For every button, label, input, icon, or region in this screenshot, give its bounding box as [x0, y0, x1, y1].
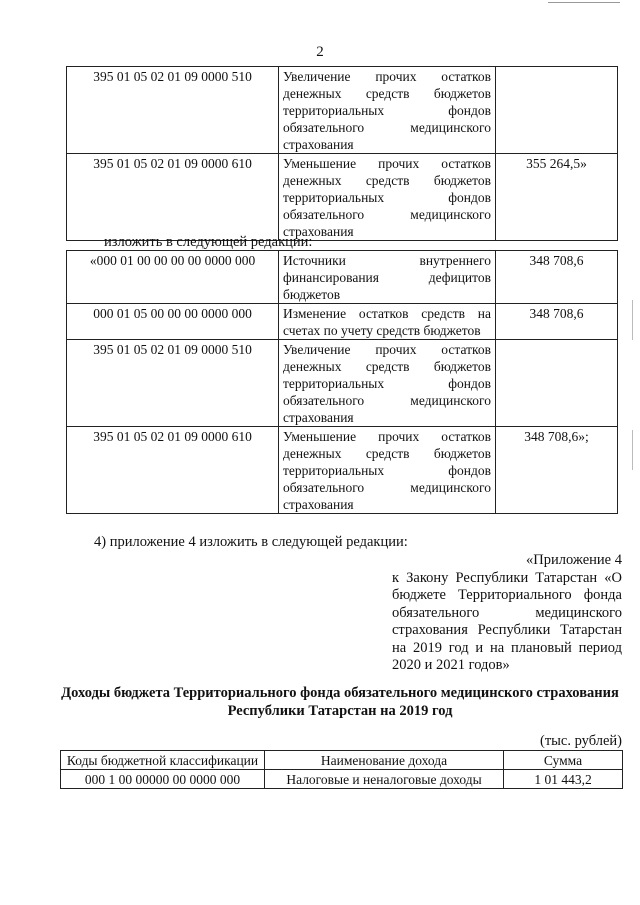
code-cell: 000 01 05 00 00 00 0000 000 — [67, 304, 279, 340]
appendix-reference — [392, 552, 622, 675]
sum-cell — [496, 67, 618, 154]
code-cell: 395 01 05 02 01 09 0000 510 — [67, 340, 279, 427]
code-cell: 395 01 05 02 01 09 0000 610 — [67, 427, 279, 514]
header-code: Коды бюджетной классификации — [61, 751, 265, 770]
sources-table-new — [66, 250, 618, 514]
appendix-title: «Приложение 4 — [526, 552, 622, 568]
table-row — [67, 427, 618, 514]
code-cell: «000 01 00 00 00 00 0000 000 — [67, 251, 279, 304]
sum-cell: 355 264,5» — [496, 154, 618, 241]
name-cell: Увеличение прочих остатков денежных средств бюджетов территориальных фондов обязательного медицинского страхования — [279, 340, 496, 427]
sum-cell: 348 708,6»; — [496, 427, 618, 514]
units-label: (тыс. рублей) — [540, 733, 622, 749]
code-cell: 395 01 05 02 01 09 0000 610 — [67, 154, 279, 241]
table-row — [61, 770, 623, 789]
code-cell: 395 01 05 02 01 09 0000 510 — [67, 67, 279, 154]
table-row — [67, 251, 618, 304]
sum-cell — [496, 340, 618, 427]
item-4-text: 4) приложение 4 изложить в следующей редакции: — [94, 534, 408, 550]
sum-cell: 348 708,6 — [496, 251, 618, 304]
sources-table-old — [66, 66, 618, 241]
name-cell: Уменьшение прочих остатков денежных средств бюджетов территориальных фондов обязательного медицинского страхования — [279, 154, 496, 241]
sum-cell: 1 01 443,2 — [504, 770, 623, 789]
sum-cell: 348 708,6 — [496, 304, 618, 340]
page-number: 2 — [316, 44, 324, 60]
table-row — [67, 154, 618, 241]
scan-artifact — [632, 430, 633, 470]
replace-label: изложить в следующей редакции: — [104, 234, 313, 250]
scan-artifact — [632, 300, 633, 340]
table-row — [67, 304, 618, 340]
name-cell: Уменьшение прочих остатков денежных средств бюджетов территориальных фондов обязательного медицинского страхования — [279, 427, 496, 514]
name-cell: Увеличение прочих остатков денежных средств бюджетов территориальных фондов обязательного медицинского страхования — [279, 67, 496, 154]
header-sum: Сумма — [504, 751, 623, 770]
scan-edge-line — [548, 2, 620, 3]
appendix-text: к Закону Республики Татарстан «О бюджете Территориального фонда обязательного медицинского страхования Республики Татарстан на 2019 год и на плановый период 2020 и 2021 годов» — [392, 569, 622, 673]
name-cell: Источники внутреннего финансирования дефицитов бюджетов — [279, 251, 496, 304]
header-name: Наименование дохода — [265, 751, 504, 770]
income-table — [60, 750, 623, 789]
code-cell: 000 1 00 00000 00 0000 000 — [61, 770, 265, 789]
section-heading: Доходы бюджета Территориального фонда обязательного медицинского страхования Республики Татарстан на 2019 год — [61, 685, 619, 719]
table-row — [67, 340, 618, 427]
name-cell: Налоговые и неналоговые доходы — [265, 770, 504, 789]
name-cell: Изменение остатков средств на счетах по учету средств бюджетов — [279, 304, 496, 340]
table-row — [67, 67, 618, 154]
table-header-row — [61, 751, 623, 770]
